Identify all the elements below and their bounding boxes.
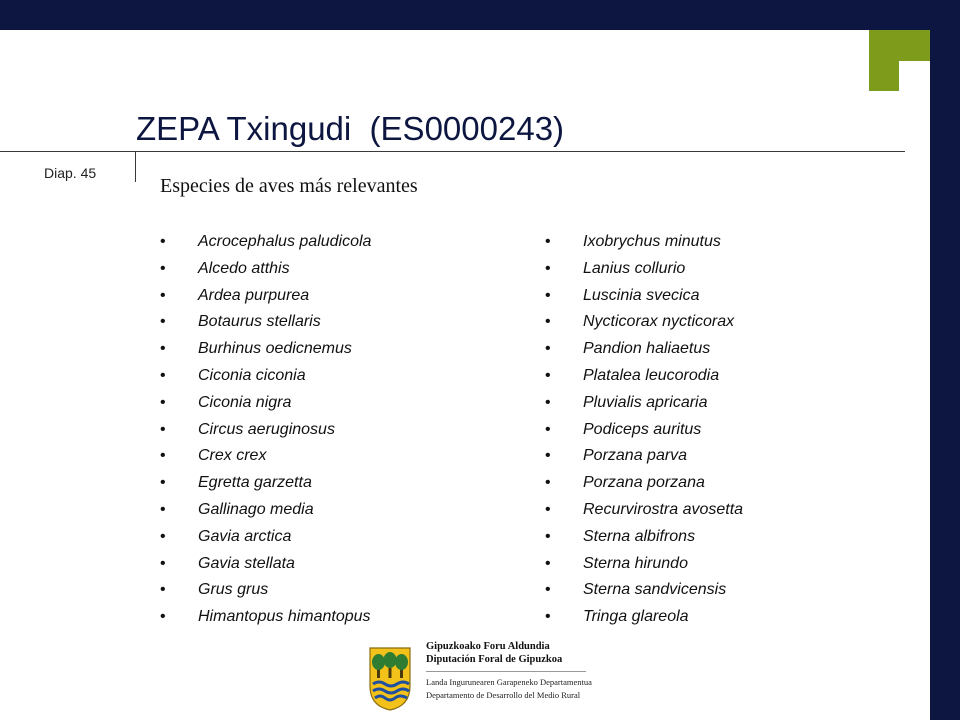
- bullet-icon: •: [160, 233, 166, 250]
- species-list-item: [160, 497, 371, 524]
- species-name: Sterna sandvicensis: [583, 581, 727, 599]
- species-list-item: [545, 283, 743, 310]
- bullet-icon: •: [545, 581, 551, 599]
- bullet-icon: •: [545, 233, 551, 250]
- right-navy-bar: [930, 0, 960, 720]
- species-list-item: [545, 336, 743, 363]
- bullet-icon: •: [545, 420, 551, 438]
- species-list-item: [545, 443, 743, 470]
- species-list-item: [545, 604, 743, 631]
- species-name: Egretta garzetta: [198, 474, 312, 492]
- species-list-item: [160, 256, 371, 283]
- bullet-icon: •: [545, 500, 551, 518]
- species-list-item: [160, 363, 371, 390]
- species-name: Podiceps auritus: [583, 420, 702, 438]
- slide-subtitle: Especies de aves más relevantes: [160, 175, 418, 197]
- bullet-icon: •: [545, 340, 551, 358]
- bullet-icon: •: [160, 259, 166, 277]
- species-name: Pluvialis apricaria: [583, 393, 708, 411]
- bullet-icon: •: [160, 313, 166, 331]
- bullet-icon: •: [160, 420, 166, 438]
- bullet-icon: •: [545, 554, 551, 572]
- bullet-icon: •: [545, 259, 551, 277]
- green-accent-notch: [899, 61, 930, 91]
- bullet-icon: •: [160, 500, 166, 518]
- species-list-item: [545, 470, 743, 497]
- bullet-icon: •: [160, 608, 166, 626]
- species-list-item: [545, 417, 743, 444]
- species-name: Burhinus oedicnemus: [198, 340, 352, 358]
- bullet-icon: •: [160, 393, 166, 411]
- logo-name-basque: Gipuzkoako Foru Aldundia: [426, 641, 550, 652]
- bullet-icon: •: [545, 313, 551, 331]
- bullet-icon: •: [545, 393, 551, 411]
- species-name: Nycticorax nycticorax: [583, 313, 735, 331]
- gipuzkoa-crest-icon: [368, 646, 412, 712]
- bullet-icon: •: [160, 554, 166, 572]
- species-name: Crex crex: [198, 447, 267, 465]
- bullet-icon: •: [545, 447, 551, 465]
- bullet-icon: •: [160, 340, 166, 358]
- bullet-icon: •: [160, 286, 166, 304]
- species-name: Circus aeruginosus: [198, 420, 335, 438]
- species-list-item: [160, 604, 371, 631]
- species-list-item: [545, 524, 743, 551]
- species-name: Gallinago media: [198, 500, 314, 518]
- species-list-item: [545, 363, 743, 390]
- species-name: Ixobrychus minutus: [583, 233, 721, 250]
- species-name: Luscinia svecica: [583, 286, 700, 304]
- species-list-item: [160, 551, 371, 578]
- species-name: Botaurus stellaris: [198, 313, 321, 331]
- bullet-icon: •: [160, 474, 166, 492]
- species-list-item: [545, 497, 743, 524]
- species-name: Tringa glareola: [583, 608, 689, 626]
- logo-department-spanish: Departamento de Desarrollo del Medio Rural: [426, 690, 581, 700]
- bullet-icon: •: [160, 527, 166, 545]
- species-name: Pandion haliaetus: [583, 340, 711, 358]
- bullet-icon: •: [545, 527, 551, 545]
- logo-divider: [426, 671, 586, 672]
- species-name: Porzana parva: [583, 447, 688, 465]
- species-name: Sterna hirundo: [583, 554, 688, 572]
- species-list-item: [545, 229, 743, 256]
- species-name: Himantopus himantopus: [198, 608, 371, 626]
- species-list-item: [545, 577, 743, 604]
- species-name: Platalea leucorodia: [583, 366, 720, 384]
- bullet-icon: •: [160, 366, 166, 384]
- species-name: Ciconia nigra: [198, 393, 292, 411]
- species-name: Lanius collurio: [583, 259, 686, 277]
- slide-number: Diap. 45: [44, 165, 97, 181]
- logo-name-spanish: Diputación Foral de Gipuzkoa: [426, 654, 563, 665]
- species-list-item: [160, 443, 371, 470]
- species-list-item: [545, 256, 743, 283]
- species-list-item: [160, 390, 371, 417]
- bullet-icon: •: [545, 608, 551, 626]
- species-list-item: [160, 283, 371, 310]
- species-name: Acrocephalus paludicola: [198, 233, 372, 250]
- species-list-left: [160, 229, 371, 631]
- species-list-item: [160, 417, 371, 444]
- species-name: Gavia stellata: [198, 554, 295, 572]
- slide-title: ZEPA Txingudi (ES0000243): [136, 110, 565, 147]
- species-name: Grus grus: [198, 581, 269, 599]
- species-list-item: [160, 470, 371, 497]
- bullet-icon: •: [545, 366, 551, 384]
- species-list-right: [545, 229, 743, 631]
- logo-text: [426, 640, 596, 702]
- species-list-item: [545, 551, 743, 578]
- species-list-item: [545, 309, 743, 336]
- species-list-item: [160, 524, 371, 551]
- species-name: Recurvirostra avosetta: [583, 500, 744, 518]
- top-navy-bar: [0, 0, 960, 30]
- species-name: Ciconia ciconia: [198, 366, 306, 384]
- bullet-icon: •: [545, 474, 551, 492]
- bullet-icon: •: [160, 581, 166, 599]
- species-list-item: [545, 390, 743, 417]
- gipuzkoa-logo: [368, 640, 592, 720]
- species-name: Alcedo atthis: [198, 259, 290, 277]
- species-list-item: [160, 309, 371, 336]
- species-name: Porzana porzana: [583, 474, 705, 492]
- logo-department-basque: Landa Ingurunearen Garapeneko Departamentua: [426, 677, 592, 687]
- species-list-item: [160, 229, 371, 256]
- bullet-icon: •: [545, 286, 551, 304]
- species-list-item: [160, 336, 371, 363]
- bullet-icon: •: [160, 447, 166, 465]
- species-name: Ardea purpurea: [198, 286, 310, 304]
- species-list-item: [160, 577, 371, 604]
- species-name: Gavia arctica: [198, 527, 292, 545]
- species-name: Sterna albifrons: [583, 527, 696, 545]
- slide-number-divider: [135, 152, 136, 182]
